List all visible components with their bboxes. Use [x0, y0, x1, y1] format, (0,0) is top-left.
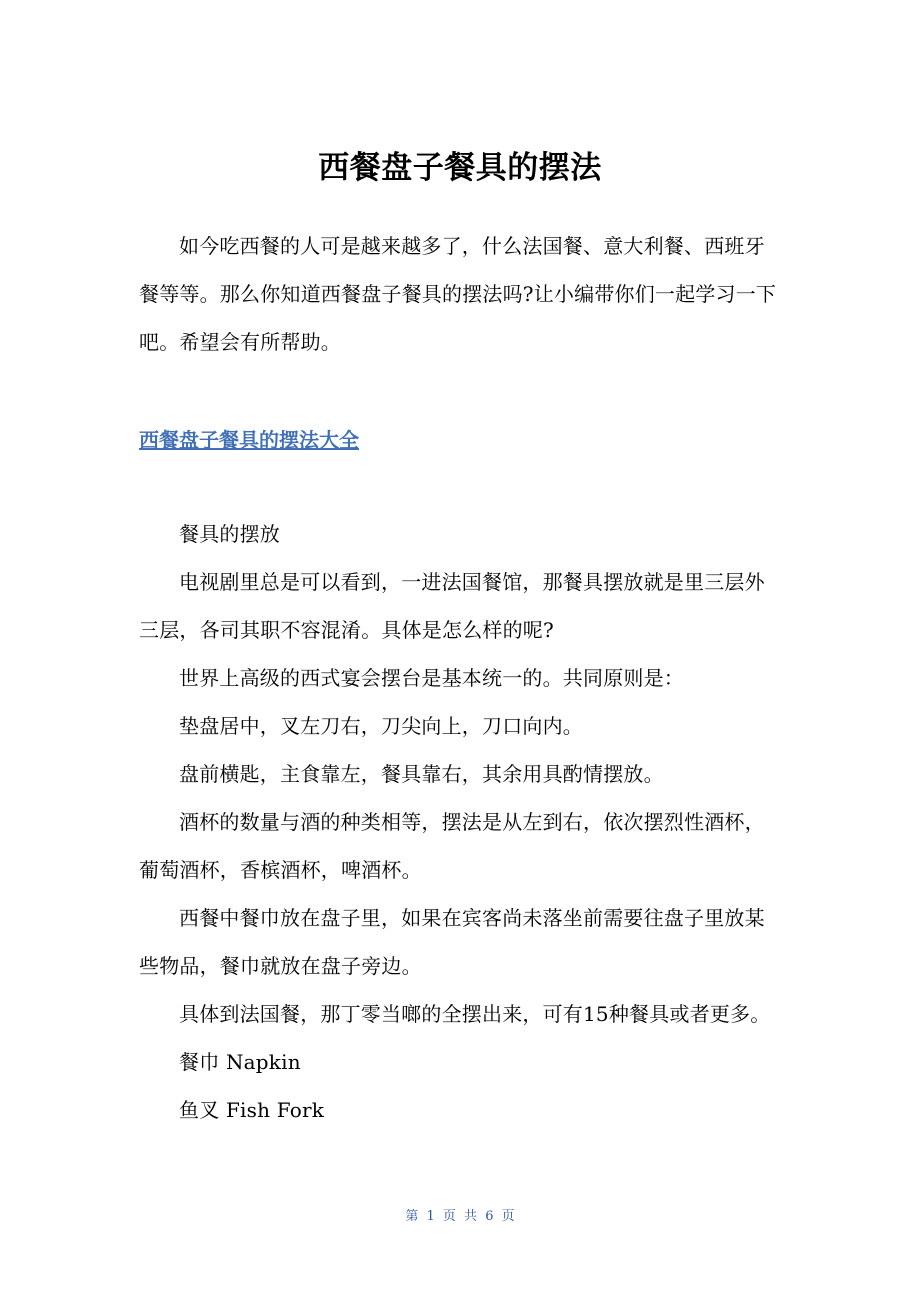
- paragraph: 酒杯的数量与酒的种类相等，摆法是从左到右，依次摆烈性酒杯，葡萄酒杯，香槟酒杯，啤酒杯。: [139, 810, 765, 882]
- paragraph: 西餐中餐巾放在盘子里，如果在宾客尚未落坐前需要往盘子里放某些物品，餐巾就放在盘子旁边。: [139, 906, 765, 978]
- page-title: 西餐盘子餐具的摆法: [318, 150, 602, 186]
- body-block: [139, 510, 784, 1134]
- page-footer: 第 1 页 共 6 页: [405, 1209, 515, 1224]
- list-item-napkin: 餐巾 Napkin: [179, 1050, 301, 1074]
- intro-block: [139, 222, 784, 366]
- paragraph: 垫盘居中，叉左刀右，刀尖向上，刀口向内。: [179, 714, 583, 738]
- paragraph: 电视剧里总是可以看到，一进法国餐馆，那餐具摆放就是里三层外三层，各司其职不容混淆。具体是怎么样的呢?: [139, 570, 765, 642]
- list-item-fish-fork: 鱼叉 Fish Fork: [179, 1098, 325, 1122]
- paragraph: 盘前横匙，主食靠左，餐具靠右，其余用具酌情摆放。: [179, 762, 664, 786]
- paragraph: 具体到法国餐，那丁零当啷的全摆出来，可有15种餐具或者更多。: [179, 1002, 771, 1026]
- section-heading-link[interactable]: 西餐盘子餐具的摆法大全: [139, 428, 359, 452]
- paragraph: 世界上高级的西式宴会摆台是基本统一的。共同原则是：: [179, 666, 684, 690]
- intro-paragraph: 如今吃西餐的人可是越来越多了，什么法国餐、意大利餐、西班牙餐等等。那么你知道西餐盘子餐具的摆法吗?让小编带你们一起学习一下吧。希望会有所帮助。: [139, 234, 777, 354]
- paragraph-tableware-heading: 餐具的摆放: [179, 522, 280, 546]
